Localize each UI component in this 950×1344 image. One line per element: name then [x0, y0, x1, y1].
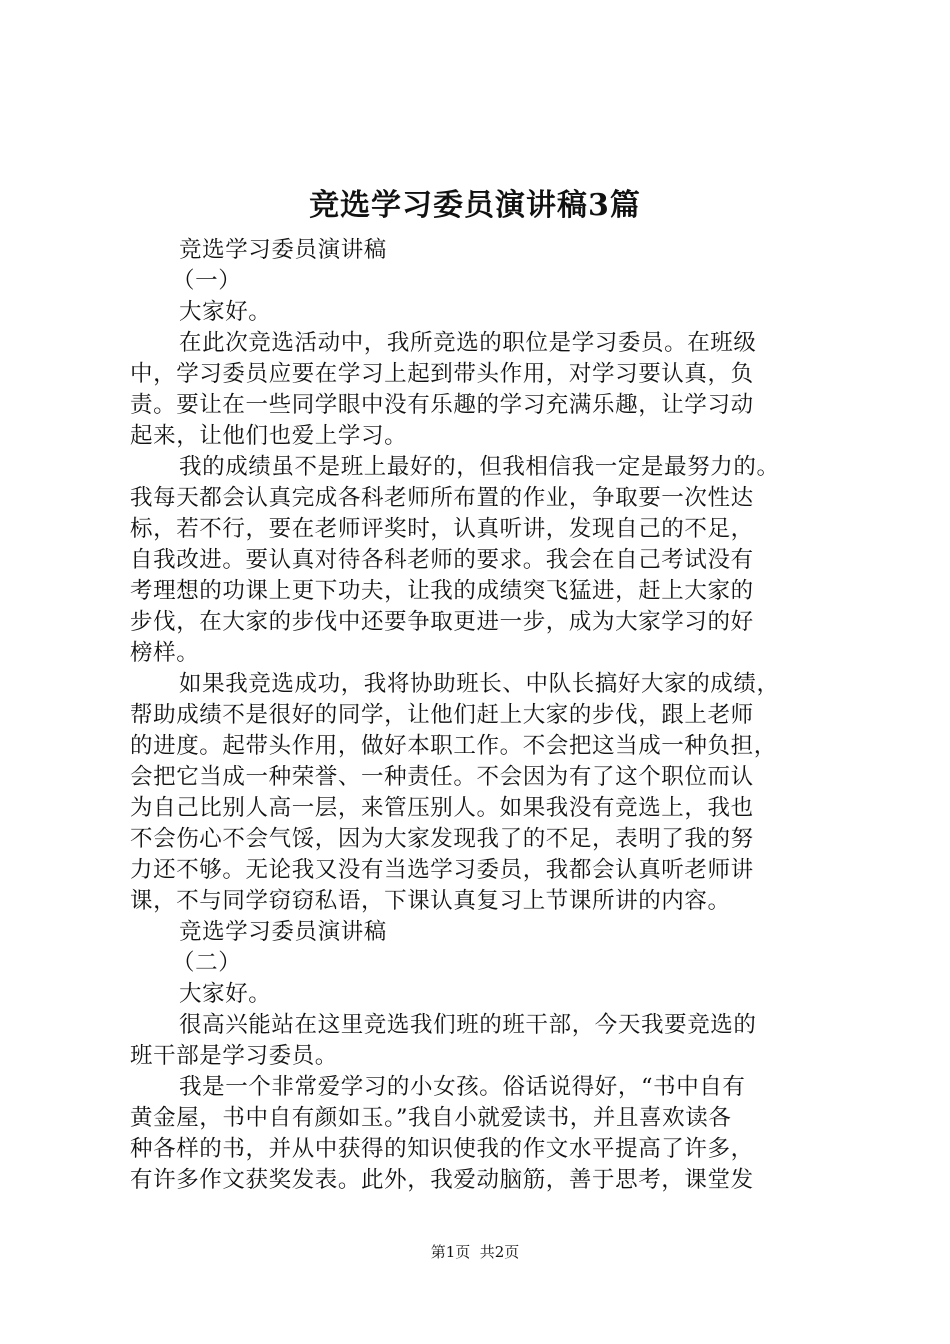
text-line: 的进度。起带头作用，做好本职工作。不会把这当成一种负担， — [130, 733, 777, 759]
text-line: 我的成绩虽不是班上最好的，但我相信我一定是最努力的。 — [179, 454, 780, 480]
text-line: 责。要让在一些同学眼中没有乐趣的学习充满乐趣，让学习动 — [130, 392, 754, 418]
document-body — [130, 235, 845, 1196]
text-line: 有许多作文获奖发表。此外，我爱动脑筋，善于思考，课堂发 — [130, 1167, 754, 1193]
text-line: 起来，让他们也爱上学习。 — [130, 423, 408, 449]
text-line: 自我改进。要认真对待各科老师的要求。我会在自己考试没有 — [130, 547, 754, 573]
document-title: 竞选学习委员演讲稿3篇 — [309, 188, 641, 223]
text-line: 竞选学习委员演讲稿 — [179, 237, 387, 263]
text-line: （二） — [172, 950, 242, 976]
text-line: 竞选学习委员演讲稿 — [179, 919, 387, 945]
page-footer: 第1页 共2页 — [430, 1243, 520, 1261]
text-line: 中，学习委员应要在学习上起到带头作用，对学习要认真，负 — [130, 361, 754, 387]
text-line: 我每天都会认真完成各科老师所布置的作业，争取要一次性达 — [130, 485, 754, 511]
text-line: 不会伤心不会气馁，因为大家发现我了的不足，表明了我的努 — [130, 826, 754, 852]
text-line: 很高兴能站在这里竞选我们班的班干部，今天我要竞选的 — [179, 1012, 757, 1038]
text-line: 大家好。 — [179, 981, 272, 1007]
text-line: 会把它当成一种荣誉、一种责任。不会因为有了这个职位而认 — [130, 764, 754, 790]
text-line: 榜样。 — [130, 640, 200, 666]
text-line: 在此次竞选活动中，我所竞选的职位是学习委员。在班级 — [179, 330, 757, 356]
text-line: 考理想的功课上更下功夫，让我的成绩突飞猛进，赶上大家的 — [130, 578, 754, 604]
text-line: （一） — [172, 268, 242, 294]
text-line: 我是一个非常爱学习的小女孩。俗话说得好，“书中自有 — [179, 1074, 746, 1100]
text-line: 大家好。 — [179, 299, 272, 325]
text-line: 帮助成绩不是很好的同学，让他们赶上大家的步伐，跟上老师 — [130, 702, 754, 728]
text-line: 步伐，在大家的步伐中还要争取更进一步，成为大家学习的好 — [130, 609, 754, 635]
text-line: 黄金屋，书中自有颜如玉。”我自小就爱读书，并且喜欢读各 — [130, 1105, 732, 1131]
text-line: 班干部是学习委员。 — [130, 1043, 338, 1069]
text-line: 标，若不行，要在老师评奖时，认真听讲，发现自己的不足， — [130, 516, 754, 542]
text-line: 课，不与同学窃窃私语，下课认真复习上节课所讲的内容。 — [130, 888, 731, 914]
text-line: 力还不够。无论我又没有当选学习委员，我都会认真听老师讲 — [130, 857, 754, 883]
text-line: 为自己比别人高一层，来管压别人。如果我没有竞选上，我也 — [130, 795, 754, 821]
text-line: 种各样的书，并从中获得的知识使我的作文水平提高了许多， — [130, 1136, 754, 1162]
text-line: 如果我竞选成功，我将协助班长、中队长搞好大家的成绩， — [179, 671, 780, 697]
